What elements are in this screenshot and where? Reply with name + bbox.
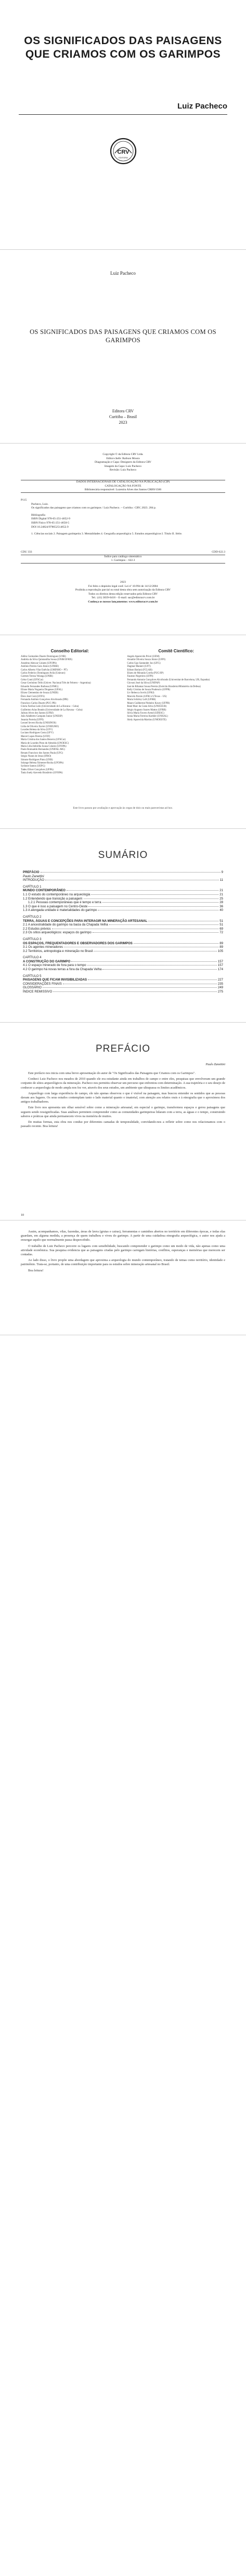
toc-entry-label: 1.3 O que é isso a paisagem no Centro-Oeste: [23, 904, 88, 908]
toc-entry-label: 1.2 Entendendo que transição a paisagem: [23, 896, 83, 901]
editorial-member: Lourdes Helena da Silva (UFV): [21, 728, 53, 731]
toc-entry-page: 235: [217, 982, 223, 986]
cip-entry: Pacheco, Luiz.: [31, 502, 49, 506]
toc-entry[interactable]: [23, 931, 223, 935]
toc-entry-label: 4.1 O espaço minerado de fora para o tempo: [23, 963, 86, 968]
toc-leader-dots: [102, 969, 216, 970]
preface-title: PREFÁCIO: [95, 1043, 151, 1054]
toc-entry-label: 2.3 Os sítios arqueológicos: espaços do garimpo: [23, 931, 92, 935]
toc-entry[interactable]: [23, 963, 223, 968]
cip-desc: Os significados das paisagens que criamos com os garimpos / Luiz Pacheco. – Curitiba : CRV, 2023. 284 p.: [31, 506, 157, 510]
editorial-member: João Adalberto Campato Junior (UNESP): [21, 715, 63, 718]
credit-line: Editor-chefe: Railson Moura: [106, 457, 140, 460]
cover-title: OS SIGNIFICADOS DAS PAISAGENS QUE CRIAMOS COM OS GARIMPOS: [24, 35, 222, 60]
copyright-year: 2023: [120, 581, 126, 584]
toc-entry-page: 9: [221, 870, 223, 874]
cip-title: DADOS INTERNACIONAIS DE CATALOGAÇÃO NA PUBLICAÇÃO (CIP): [76, 480, 170, 484]
toc-entry[interactable]: [23, 968, 223, 972]
logo-text: CRV: [117, 149, 130, 155]
doi: DOI 10.24824/978652514652.9: [31, 525, 69, 529]
toc-entry-label: GLOSSÁRIO: [23, 986, 42, 990]
toc-page: [0, 829, 246, 1023]
toc-leader-dots: [93, 932, 218, 933]
toc-entry-page: 227: [217, 978, 223, 982]
scientific-member: Fernando Antonio Gonçalves Alcoforado (Universitat de Barcelona, UB, Espanha): [127, 678, 210, 681]
blank-area: [0, 1335, 246, 2576]
biblio-label: Bibliografia: [31, 513, 46, 517]
legal-line: Conheça os nossos lançamentos: www.editoracrv.com.br: [88, 600, 158, 603]
editorial-member: Paulo Romualdo Hernandes (UNIFAL-MG): [21, 748, 65, 752]
toc-entry-label: PREFÁCIO: [23, 870, 40, 874]
editorial-member: Maria de Lourdes Pinto de Almeida (UNOESC): [21, 742, 69, 745]
toc-entry-label: ÍNDICE REMISSIVO: [23, 990, 53, 994]
toc-list: [23, 870, 223, 994]
toc-entry[interactable]: [23, 956, 223, 960]
legal-line: Proibida a reprodução parcial ou total desta obra sem autorização da Editora CRV: [75, 588, 171, 592]
scientific-committee-title: Comitê Científico:: [158, 649, 194, 653]
toc-entry-page: 40: [219, 908, 223, 913]
council-page: [0, 635, 246, 829]
legal-line: Tel.: (41) 3039-6418 – E-mail: sac@editoracrv.com.br: [91, 596, 155, 600]
toc-entry[interactable]: [23, 905, 223, 909]
toc-entry[interactable]: [23, 915, 223, 919]
toc-entry-label: OS ESPAÇOS, FREQUENTADORES E OBSERVADORES DOS GARIMPOS: [23, 941, 133, 945]
toc-leader-dots: [41, 872, 221, 873]
toc-entry-label: Paulo Zanettini: [23, 874, 44, 878]
editorial-member: Marcel Lopes Pereira (UFJF): [21, 735, 50, 738]
editorial-member: Aldira Guimarães Duarte Domínguez (UNB): [21, 655, 66, 658]
toc-entry-label: INTRODUÇÃO: [23, 878, 44, 882]
editorial-member: Gloria Fariñas León (Universidade de La Havana – Cuba): [21, 705, 79, 708]
editorial-member: Leonel Severo Rocha (UNISINOS): [21, 722, 57, 725]
toc-leader-dots: [88, 906, 218, 907]
scientific-member: Sonia Maria Ferreira Koehler (UNISAL): [127, 715, 168, 718]
toc-entry-label: 1.2.1 Pessoas contemporâneas que é tempo e terra: [28, 901, 101, 905]
cip-header: [21, 480, 225, 493]
toc-entry-page: 21: [219, 889, 223, 893]
toc-leader-dots: [67, 890, 218, 891]
toc-entry-label: 1.1 O estudo do contemporâneo na arqueologia: [23, 892, 90, 896]
toc-entry-label: 4.2 O garimpo há novas terras a fora da Chapada Velha: [23, 968, 102, 972]
toc-entry[interactable]: [23, 870, 223, 875]
toc-entry-page: 249: [217, 986, 223, 990]
editorial-member-list: [21, 655, 119, 775]
toc-entry[interactable]: [23, 875, 223, 879]
legal-line: Foi feito o depósito legal conf. Lei nº 10.994 de 14/12/2004: [88, 584, 158, 588]
scientific-member: Liv Rebecca Sovik (UFRJ): [127, 692, 154, 695]
editorial-member: Solange Helena Ximenes-Rocha (UFOPA): [21, 762, 64, 764]
editorial-member: Maria Lília Imbiriba Sousa Colares (UFOPA): [21, 745, 67, 748]
scientific-member: Sérgio Augusto Soares Mattos (UFRB): [127, 708, 166, 712]
editorial-member: Francisco Carlos Duarte (PUC-PR): [21, 702, 56, 705]
title-page-title: OS SIGNIFICADOS DAS PAISAGENS QUE CRIAMOS COM OS GARIMPOS: [30, 328, 216, 344]
text-body: [21, 1230, 225, 1274]
cip-record: [21, 499, 225, 536]
toc-entry-page: 157: [217, 963, 223, 968]
toc-entry-page: 11: [219, 878, 223, 882]
toc-entry[interactable]: [23, 919, 223, 923]
toc-entry-label: CONSIDERAÇÕES FINAIS: [23, 982, 62, 986]
toc-leader-dots: [53, 991, 217, 992]
editorial-member: Élsio José Corá (UFFS): [21, 695, 45, 698]
scientific-member: Giovani José da Silva (UNIFAP): [127, 682, 160, 685]
scientific-member: Silvia Maria Favero Arend (UDESC): [127, 712, 164, 715]
toc-entry-page: 21: [219, 892, 223, 896]
legal-line: Todos os direitos desta edição reservados pela Editora CRV: [88, 592, 158, 596]
toc-entry[interactable]: [23, 986, 223, 990]
cdu: CDU 333: [21, 551, 32, 554]
editorial-member: Lídia de Oliveira Xavier (UNIEURO): [21, 725, 59, 728]
credit-line: Diagramação e Capa: Designers da Editora CRV: [95, 461, 151, 464]
scientific-member: Arnaldo Oliveira Souza Júnior (UFPI): [127, 659, 165, 662]
scientific-member: Mauro Guilherme Pinheiro Koury (UFPB): [127, 702, 170, 705]
preface-paragraph: Arqueólogo com larga experiência de campo, ele não apenas observou o que é visível na paisagem, mas buscou entender os sentidos que as pessoas davam aos lugares. Os seus estudos contemplam tanto o lado material quanto o imaterial, com atenção aos relatos orais e à etnografia que o aproximou dos antigos trabalhadores.: [21, 1091, 225, 1104]
editorial-member: Tadeu Oliver Gonçalves (UFPA): [21, 768, 54, 771]
index-title: Índice para catálogo sistemático: [104, 555, 142, 558]
toc-entry-label: CAPÍTULO 2: [23, 915, 42, 919]
toc-entry[interactable]: [23, 978, 223, 982]
title-page-author: Luiz Pacheco: [110, 271, 136, 276]
toc-entry[interactable]: [23, 949, 223, 954]
cover-author: Luiz Pacheco: [177, 102, 227, 111]
toc-entry-label: CAPÍTULO 4: [23, 956, 42, 960]
cover-page: [0, 0, 246, 250]
editorial-member: Carlos Alberto Vilar Estêvão (UMINHO – PT): [21, 668, 68, 672]
editorial-council-title: Conselho Editorial:: [50, 649, 89, 653]
editorial-member: Elizeu Clementino de Souza (UNEB): [21, 692, 58, 695]
toc-leader-dots: [102, 902, 219, 903]
toc-entry-label: A CONSTRUÇÃO DO GARIMPO: [23, 959, 71, 963]
toc-entry[interactable]: [23, 937, 223, 942]
preface-page: [0, 1023, 246, 1220]
text-paragraph: Assim, acompanhamos, vilas, fazendas, áreas de lavra (grutas e catras), ferramentas e caminhos abertos no território em diferentes épocas, e todas elas guardam, em alguma medida, a presença de quem trabalhou e viveu do garimpo. A partir de uma cuidadosa etnografia arqueológica, o autor nos ajuda a enxergar aquilo que normalmente passa despercebido.: [21, 1230, 225, 1242]
preface-paragraph: Conheci Luiz Pacheco nos meados de 2010 quando ele era estudante ainda em trabalhos de campo e entre eles, pesquisas que envolveram um grande conjunto de sítios arqueológicos da mineração. Pacheco nos permitiu observar um percurso que enfrentou com determinação. A sua trajetória e o seu desejo de conhecer a arqueologia de modo ampla nos fez ver, através dos seus estudos, um ambiente que ultrapassa os limites acadêmicos.: [21, 1077, 225, 1090]
toc-entry[interactable]: [23, 960, 223, 964]
editorial-member: Andréia da Silva Quintanilha Sousa (UNIR/UFRN): [21, 659, 72, 662]
toc-entry-page: 174: [217, 968, 223, 972]
publication-year: 2023: [119, 420, 127, 425]
toc-entry-label: 3.1 Os agentes mineradores: [23, 945, 63, 949]
peer-review-note: Este livro passou por avaliação e aprovação às cegas de dois ou mais pareceristas ad hoc.: [73, 807, 173, 810]
preface-paragraph: De muitas formas, esta obra nos conduz por diferentes camadas de temporalidade, convidando-nos a refletir sobre como nos relacionamos com o passado recente. Boa leitura!: [21, 1120, 225, 1129]
editorial-member: Sérgio Nunes de Jesus (IFRO): [21, 755, 51, 758]
editorial-member: Jailson Alves dos Santos (UFRJ): [21, 712, 54, 715]
scientific-member: Carlos Ugo Santander Joo (UFG): [127, 662, 161, 665]
editorial-member: Antônio Pereira Gaio Júnior (UFRRJ): [21, 665, 59, 668]
toc-entry-page: 72: [219, 931, 223, 935]
toc-leader-dots: [109, 924, 219, 925]
credit-line: Revisão: Luiz Pacheco: [109, 468, 137, 472]
cip-code: P115: [21, 499, 27, 502]
editorial-member: Fernando Antônio Gonçalves Alcoforado (IPB): [21, 699, 68, 702]
toc-entry-page: 157: [217, 959, 223, 963]
toc-entry[interactable]: [23, 974, 223, 978]
scientific-member: René Marc da Costa Silva (UNICEUB): [127, 705, 167, 708]
cip-subtitle: CATALOGAÇÃO NA FONTE: [105, 484, 141, 488]
toc-entry-label: 2.1 A ancestralidade do garimpo na bacia da Chapada Velha: [23, 923, 108, 927]
scientific-member-list: [127, 655, 225, 722]
editorial-member: Cesar Gerónimo Tello (Univer. Nacional Três de Febrero – Argentina): [21, 682, 91, 685]
toc-entry-page: 28: [219, 901, 223, 905]
credits-block: [21, 453, 225, 473]
toc-entry[interactable]: [23, 878, 223, 882]
cip-librarian: Bibliotecária responsável: Luzenira Alves dos Santos CRB9/1506: [84, 488, 162, 492]
editorial-member: Eduardo Fernandes Barbosa (UFMG): [21, 685, 59, 688]
editorial-member: Sydione Santos (UEPG): [21, 765, 45, 768]
editorial-member: Guillermo Arias Beatón (Universidade de La Havana – Cuba): [21, 708, 83, 712]
toc-entry[interactable]: [23, 897, 223, 901]
toc-entry[interactable]: [23, 945, 223, 949]
preface-paragraph: Este prefácio nos inicia com uma breve apresentação do autor de "Os Significados das Paisagens que Criamos com os Garimpos".: [28, 1071, 196, 1075]
scientific-member: Süely Aparecida Martins (UNIOESTE): [127, 718, 166, 721]
cover-divider: [19, 114, 227, 115]
editorial-member: Luciano Rodrigues Costa (UFV): [21, 732, 54, 735]
toc-entry[interactable]: [23, 889, 223, 893]
toc-entry-page: 69: [219, 927, 223, 931]
toc-entry[interactable]: [23, 893, 223, 897]
editorial-member: Josania Portela (UFPI): [21, 718, 44, 721]
text-page: [0, 1220, 246, 1335]
legal-block: [21, 581, 225, 605]
council-columns: [21, 649, 225, 775]
editorial-council: [21, 649, 119, 775]
toc-entry[interactable]: [23, 901, 223, 905]
isbn-physical: ISBN Físico 978-65-251-4650-5: [31, 521, 70, 525]
preface-author: Paulo Zanettini: [205, 1063, 225, 1066]
title-page-publisher-block: [0, 408, 246, 425]
toc-entry-page: 36: [219, 904, 223, 908]
publisher-logo-icon: [110, 138, 137, 165]
scientific-committee: [127, 649, 225, 775]
preface-paragraph: Este livro nos apresenta um olhar sensível sobre como a mineração artesanal, em especial o garimpo, transformou espaços e gerou paisagens que seguem sendo ressignificadas. Suas análises permitem compreender como as comunidades garimpeiras lidaram com a terra, as águas e o tempo, construindo saberes e práticas que ainda permanecem vivos na memória de muitos.: [21, 1106, 225, 1118]
text-paragraph: Ao lado disso, o livro propõe uma abordagem que aproxima a arqueologia do mundo contemporâneo, tratando de temas como território, identidade e patrimônio. Trata-se, portanto, de uma contribuição importante para os estudos sobre mineração artesanal no Brasil.: [21, 1258, 225, 1267]
toc-entry[interactable]: [23, 885, 223, 889]
editorial-member: Tania Suely Azevedo Brasileiro (UFOPA): [21, 772, 63, 775]
toc-entry-page: 51: [219, 923, 223, 927]
scientific-member: Fauston Negreiros (UFPI): [127, 675, 153, 678]
scientific-member: Edison Bariani (FCLAR): [127, 668, 152, 672]
cdd: CDD 622.3: [212, 551, 225, 554]
subjects: 1. Ciências sociais 2. Paisagem garimpeira 3. Mentalidades 4. Geografia arqueológica 5. Estudos arqueológicos I. Título II. Série.: [31, 532, 183, 536]
toc-leader-dots: [71, 961, 217, 962]
editorial-member: Celso Conti (UFSCar): [21, 678, 43, 681]
editorial-member: Elione Maria Nogueira Diogenes (UFAL): [21, 689, 63, 692]
editorial-member: Carmen Tereza Velanga (UNIR): [21, 675, 53, 678]
scientific-member: José de Ribamar Sousa Pereira (Exército Brasileiro/Ministério da Defesa): [127, 685, 201, 688]
copyright-page: [0, 444, 246, 635]
toc-entry[interactable]: [23, 923, 223, 927]
scientific-member: Kelly Cristina de Souza Prudencio (UFPR): [127, 689, 171, 692]
toc-entry-label: 3.2 Territórios, antropologia e mineração no Brasil: [23, 949, 93, 953]
toc-entry-label: 1.3 A alongada unidade e materialidades do garimpo: [23, 908, 97, 913]
toc-entry[interactable]: [23, 942, 223, 946]
publisher-city: Curitiba – Brasil: [109, 414, 137, 419]
text-paragraph: O trabalho de Luiz Pacheco percorre os lugares com sensibilidade, buscando compreender o garimpo como um modo de vida, não apenas como uma atividade econômica. Sua pesquisa evidencia que as paisagens criadas pelo garimpo carregam histórias, conflitos, esperanças e memórias que merecem ser contadas.: [21, 1244, 225, 1257]
toc-entry-label: CAPÍTULO 1: [23, 884, 42, 889]
toc-entry-label: MUNDO CONTEMPORÂNEO: [23, 889, 66, 893]
toc-entry-label: 2.2 Estudos prévios: [23, 927, 51, 931]
toc-entry-label: TERRA, ÁGUAS E CONCEPÇÕES PARA INTERAGIR NA MINERAÇÃO ARTESANAL: [23, 919, 148, 923]
editorial-member: Carlos Federico Domínguez Avila (Unieuro): [21, 672, 66, 675]
toc-entry-label: CAPÍTULO 3: [23, 937, 42, 941]
toc-entry-page: 89: [219, 945, 223, 949]
logo-subtext: EDITORA: [119, 156, 128, 159]
toc-entry-label: PAISAGENS QUE FICAM INVISIBILIZADAS: [23, 978, 87, 982]
toc-entry-page: 89: [219, 941, 223, 945]
classification-block: [21, 551, 225, 564]
toc-leader-dots: [134, 943, 218, 944]
toc-title: SUMÁRIO: [98, 850, 148, 861]
publisher-name: Editora CRV: [112, 409, 134, 413]
scientific-member: Elizeu de Miranda Corrêa (PUC/SP): [127, 672, 164, 675]
toc-entry[interactable]: [23, 927, 223, 931]
scientific-member: Dagmar Manieri (UFT): [127, 665, 151, 668]
toc-leader-dots: [91, 894, 218, 895]
toc-leader-dots: [84, 898, 219, 899]
toc-entry-page: 25: [219, 896, 223, 901]
isbn-digital: ISBN Digital 978-65-251-4652-9: [31, 517, 70, 521]
toc-leader-dots: [43, 987, 217, 988]
toc-entry-page: 51: [219, 919, 223, 923]
toc-entry[interactable]: [23, 982, 223, 986]
toc-entry[interactable]: [23, 990, 223, 994]
scientific-member: Marcelo Paixão (UFRJ e UTexas – US): [127, 695, 167, 698]
editorial-member: Renato Francisco dos Santos Paula (UFG): [21, 752, 63, 755]
editorial-member: Simone Rodrigues Pinto (UNB): [21, 758, 53, 761]
toc-entry-label: CAPÍTULO 5: [23, 974, 42, 978]
preface-body: [21, 1071, 225, 1130]
toc-entry[interactable]: [23, 908, 223, 913]
credit-line: Imagem da Capa: Luiz Pacheco: [104, 464, 142, 468]
index-entry: 1. Garimpos – 622.3: [111, 559, 135, 562]
scientific-member: Angelo Aparecido Priori (UEM): [127, 655, 160, 658]
scientific-member: Maria Schirley Luft (UFRR): [127, 699, 156, 702]
text-paragraph: Boa leitura!: [28, 1268, 44, 1272]
title-page: [0, 250, 246, 444]
editorial-member: Anselmo Alencar Colares (UFOPA): [21, 662, 57, 665]
editorial-member: Maria Cristina dos Santos Bezerra (UFSCar): [21, 739, 66, 742]
toc-entry-page: 275: [217, 990, 223, 994]
copyright-line: Copyright © da Editora CRV Ltda.: [102, 453, 144, 456]
page-number: 10: [21, 1214, 24, 1217]
toc-entry-page: 105: [217, 949, 223, 953]
